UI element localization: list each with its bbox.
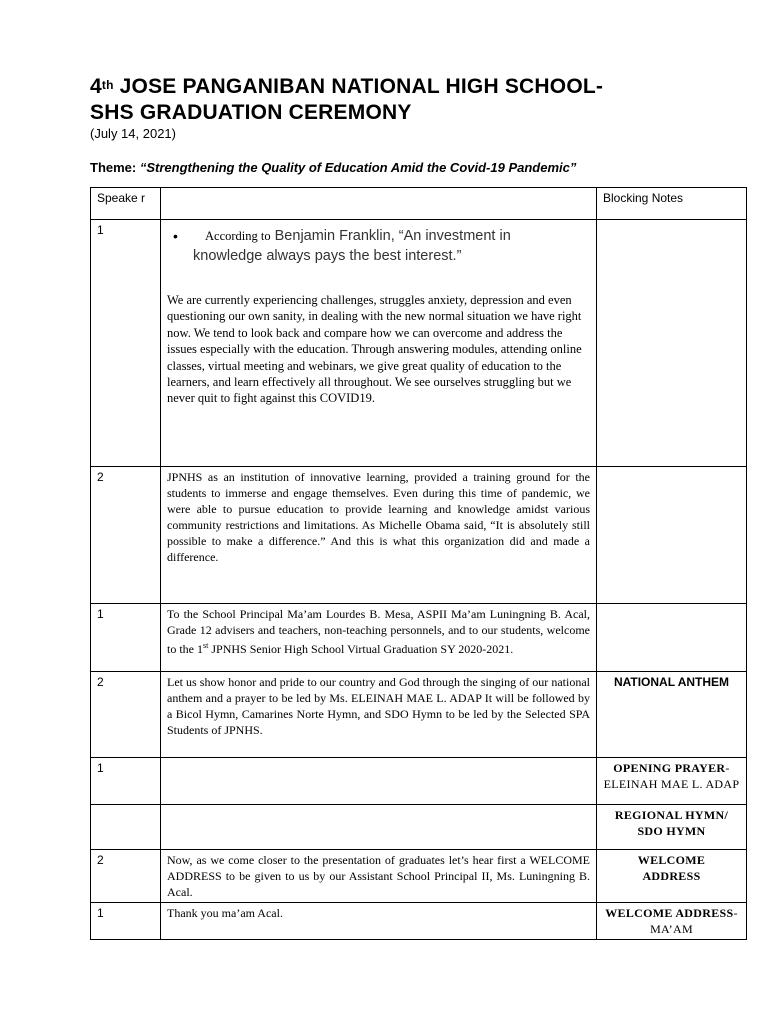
note-cell	[597, 467, 747, 604]
script-cell: To the School Principal Ma’am Lourdes B. Mesa, ASPII Ma’am Luningning B. Acal, Grade 12 advisers and teachers, non-teaching personnels, and to our students, welcome to the 1st JPNHS Senior High School Virtual Graduation SY 2020-2021.	[161, 604, 597, 672]
speaker-cell	[91, 805, 161, 850]
title-line-1: JOSE PANGANIBAN NATIONAL HIGH SCHOOL-	[113, 75, 604, 98]
speaker-cell: 1	[91, 604, 161, 672]
speaker-cell: 1	[91, 220, 161, 467]
speaker-cell: 1	[91, 758, 161, 805]
title-superscript: th	[101, 78, 114, 92]
table-row	[91, 850, 747, 903]
theme-line	[90, 160, 746, 176]
notes-header: Blocking Notes	[597, 188, 747, 220]
note-cell	[597, 220, 747, 467]
speaker-cell: 1	[91, 903, 161, 940]
speaker-cell: 2	[91, 850, 161, 903]
speaker-header: Speake r	[91, 188, 161, 220]
table-header-row	[91, 188, 747, 220]
quote-continuation: knowledge always pays the best interest.”	[193, 248, 462, 264]
script-cell: Let us show honor and pride to our country and God through the singing of our national anthem and a prayer to be led by Ms. ELEINAH MAE L. ADAP It will be followed by a Bicol Hymn, Camarines Norte Hymn, and SDO Hymn to be led by the Selected SPA Students of JPNHS.	[161, 672, 597, 758]
document-title	[90, 74, 746, 126]
script-paragraph: We are currently experiencing challenges, struggles anxiety, depression and even questioning our own sanity, in dealing with the new normal situation we have right now. We tend to look back and compare how we can overcome and address the issues especially with the education. Through answering modules, attending online classes, virtual meeting and webinars, we give great quality of education to the learners, and learn effectively all throughout. We see ourselves struggling but we never quit to fight against this COVID19.	[167, 293, 582, 406]
script-cell: Thank you ma’am Acal.	[161, 903, 597, 940]
script-cell: Now, as we come closer to the presentation of graduates let’s hear first a WELCOME ADDRESS to be given to us by our Assistant School Principal II, Ms. Luningning B. Acal.	[161, 850, 597, 903]
script-cell	[161, 805, 597, 850]
note-cell: OPENING PRAYER-ELEINAH MAE L. ADAP	[597, 758, 747, 805]
quote-text: Benjamin Franklin, “An investment in	[270, 228, 511, 244]
speaker-cell: 2	[91, 467, 161, 604]
note-cell: REGIONAL HYMN/ SDO HYMN	[597, 805, 747, 850]
table-row	[91, 805, 747, 850]
ceremony-date: (July 14, 2021)	[90, 126, 176, 141]
note-cell: WELCOME ADDRESS-MA’AM	[597, 903, 747, 940]
table-row	[91, 672, 747, 758]
note-cell	[597, 604, 747, 672]
script-cell: JPNHS as an institution of innovative learning, provided a training ground for the students to immerse and engage themselves. Even during this time of pandemic, we were able to pursue education to provide learning and knowledge amidst various community restrictions and limitations. As Michelle Obama said, “It is absolutely still possible to make a difference.” And this is what this organization did and made a difference.	[161, 467, 597, 604]
quote-bullet-item	[173, 226, 590, 246]
note-cell: WELCOME ADDRESS	[597, 850, 747, 903]
speaker-cell: 2	[91, 672, 161, 758]
script-cell	[161, 758, 597, 805]
bullet-icon: •	[173, 228, 178, 244]
table-row	[91, 903, 747, 940]
table-row	[91, 758, 747, 805]
note-cell: NATIONAL ANTHEM	[597, 672, 747, 758]
document-header	[90, 74, 746, 176]
theme-text: “Strengthening the Quality of Education Amid the Covid-19 Pandemic”	[139, 160, 577, 175]
script-header	[161, 188, 597, 220]
theme-label: Theme:	[90, 160, 137, 175]
script-table	[90, 187, 747, 940]
table-row	[91, 467, 747, 604]
script-cell	[161, 220, 597, 467]
table-row	[91, 604, 747, 672]
title-number: 4	[90, 75, 102, 98]
table-row	[91, 220, 747, 467]
title-line-2: SHS GRADUATION CEREMONY	[90, 101, 412, 124]
quote-prefix: According to	[205, 229, 271, 243]
